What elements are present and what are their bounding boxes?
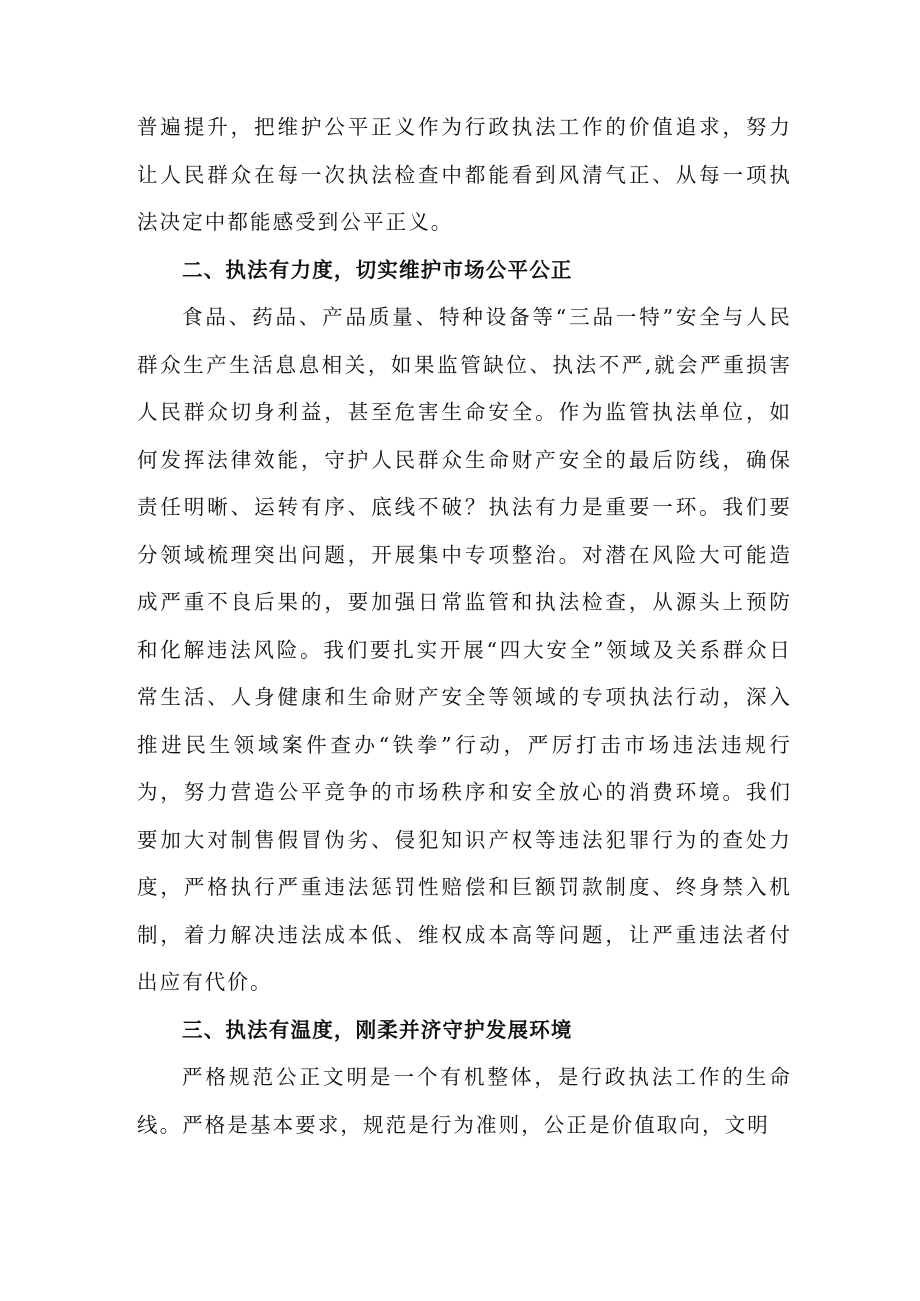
section-heading-2: 二、执法有力度，切实维护市场公平公正 bbox=[182, 257, 573, 282]
section-heading-3: 三、执法有温度，刚柔并济守护发展环境 bbox=[182, 1017, 573, 1042]
paragraph-intro-continuation: 普遍提升，把维护公平正义作为行政执法工作的价值追求，努力让人民群众在每一次执法检查中都能看到风清气正、从每一项执法决定中都能感受到公平正义。 bbox=[137, 115, 792, 234]
paragraph-section-3: 严格规范公正文明是一个有机整体，是行政执法工作的生命线。严格是基本要求，规范是行为准则，公正是价值取向，文明 bbox=[137, 1065, 792, 1137]
paragraph-section-2: 食品、药品、产品质量、特种设备等“三品一特”安全与人民群众生产生活息息相关，如果监管缺位、执法不严,就会严重损害人民群众切身利益，甚至危害生命安全。作为监管执法单位，如何发挥法律效能，守护人民群众生命财产安全的最后防线，确保责任明晰、运转有序、底线不破？执法有力是重要一环。我们要分领域梳理突出问题，开展集中专项整治。对潜在风险大可能造成严重不良后果的，要加强日常监管和执法检查，从源头上预防和化解违法风险。我们要扎实开展“四大安全”领域及关系群众日常生活、人身健康和生命财产安全等领域的专项执法行动，深入推进民生领域案件查办“铁拳”行动，严厉打击市场违法违规行为，努力营造公平竞争的市场秩序和安全放心的消费环境。我们要加大对制售假冒伪劣、侵犯知识产权等违法犯罪行为的查处力度，严格执行严重违法惩罚性赔偿和巨额罚款制度、终身禁入机制，着力解决违法成本低、维权成本高等问题，让严重违法者付出应有代价。 bbox=[137, 305, 792, 994]
document-body bbox=[137, 104, 792, 1149]
